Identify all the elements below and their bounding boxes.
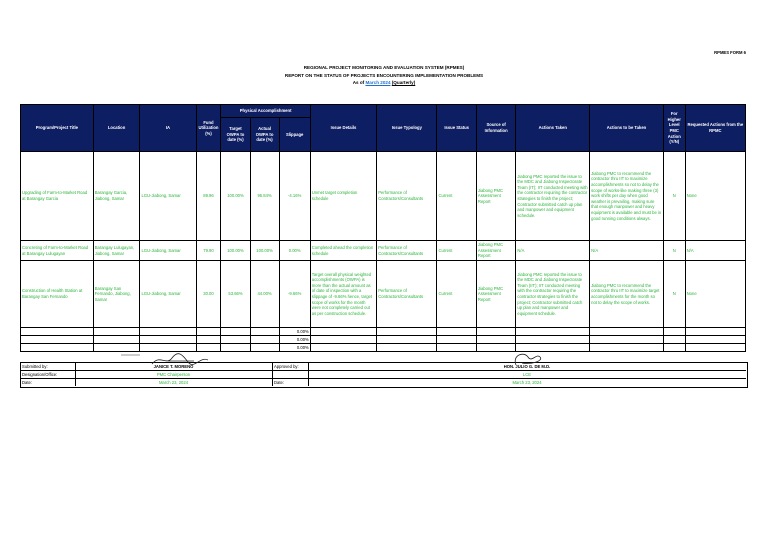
cell-requested: None	[685, 152, 745, 241]
cell-fund: 79.90	[196, 241, 221, 261]
title-line2: REPORT ON THE STATUS OF PROJECTS ENCOUNTERING IMPLEMENTATION PROBLEMS	[284, 72, 484, 78]
as-of-prefix: As of	[352, 80, 365, 85]
table-row	[21, 241, 746, 261]
cell-higher-pmc: N	[663, 261, 685, 328]
cell-slippage: -4.16%	[279, 152, 310, 241]
cell-actions-taken: Jiabong PMC reported the issue to the MDC and Jiabong Inspectorate Team (IIT); IIT conducted meeting with the contractor requiring the contractor strategies to finish the project; Contractor submitted catch up plan and manpower and equipment schedule.	[516, 261, 590, 328]
cell-actions-to-be-taken: Jiabong PMC to recommend the contractor thru IIT to maximize accomplishments so not to delay the scope of works-like making three (3) work shifts per day when good weather is prevailing, making sure that enough manpower and heavy equipment is available and must be in good running conditions always.	[590, 152, 664, 241]
cell-requested: N/A	[685, 241, 745, 261]
cell-program: Concreting of Farm-to-Market Road at Barangay Lulugayan	[21, 241, 94, 261]
cell-slippage: 0.00%	[279, 328, 310, 336]
submitter-name: JANICE T. MORENO	[153, 363, 194, 369]
cell-location: Barangay Garcia, Jiabong, Samar	[93, 152, 140, 241]
blank-row	[21, 344, 746, 352]
cell-source: Jiabong PMC Assessment Report	[476, 241, 515, 261]
cell-actions-taken: Jiabong PMC reported the issue to the MDC and Jiabong Inspectorate Team (IT); IIT conducted meeting with the contractor requiring the contractor strategies to finish the project; Contractor submitted catch up plan and manpower and equipment schedule.	[516, 152, 590, 241]
cell-issue-details: Completed ahead the completion schedule	[310, 241, 376, 261]
date-label: Date:	[22, 379, 33, 385]
header-issue-status: Issue Status	[437, 105, 476, 152]
cell-higher-pmc: N	[663, 152, 685, 241]
cell-slippage: 0.00%	[279, 336, 310, 344]
form-number: RPMES FORM 6	[714, 50, 746, 55]
as-of-period: (Quarterly)	[391, 80, 416, 85]
cell-higher-pmc: N	[663, 241, 685, 261]
approver-signature	[510, 351, 550, 367]
report-titles	[0, 64, 768, 87]
cell-slippage: 0.00%	[279, 241, 310, 261]
cell-target: 100.00%	[221, 241, 250, 261]
cell-actual: 95.84%	[250, 152, 279, 241]
header-physical-accomplishment: Physical Accomplishment	[221, 105, 310, 118]
cell-actual: 100.00%	[250, 241, 279, 261]
as-of-line	[0, 79, 768, 87]
cell-fund: 89.96	[196, 152, 221, 241]
header-higher-pmc: For Higher Level PMC Action (Y/N)	[663, 105, 685, 152]
cell-actual: 44.00%	[250, 261, 279, 328]
cell-target: 53.66%	[221, 261, 250, 328]
cell-target: 100.00%	[221, 152, 250, 241]
header-slippage: Slippage	[279, 118, 310, 152]
submitted-by-label: Submitted by:	[22, 363, 48, 369]
cell-issue-typology: Performance of Contractors/Consultants	[377, 241, 437, 261]
header-issue-typology: Issue Typology	[377, 105, 437, 152]
approver-designation: LCE	[522, 371, 532, 377]
header-actions-taken: Actions Taken	[516, 105, 590, 152]
table-row	[21, 261, 746, 328]
submitter-date: March 23, 2024	[158, 379, 189, 385]
cell-actions-to-be-taken: Jiabong PMC to recommend the contractor thru IIT to maximize target accomplishments for the month so not to delay the scope of works.	[590, 261, 664, 328]
cell-ia: LGU-Jiabong, Samar	[140, 261, 196, 328]
date-label-2: Date:	[274, 379, 285, 385]
header-ia: IA	[140, 105, 196, 152]
cell-issue-status: Current	[437, 152, 476, 241]
cell-program: Construction of Health Station at Barangay San Fernando	[21, 261, 94, 328]
projects-table	[20, 104, 746, 352]
header-target: Target OWPA to date (%)	[221, 118, 250, 152]
approver-name: HON. JULIO G. DE M.D.	[503, 363, 551, 369]
cell-actions-to-be-taken: N/A	[590, 241, 664, 261]
header-source: Source of Information	[476, 105, 515, 152]
cell-program: Upgrading of Farm-to-Market Road at Barangay Garcia	[21, 152, 94, 241]
header-actual: Actual OWPA to date (%)	[250, 118, 279, 152]
cell-slippage: 0.00%	[279, 344, 310, 352]
submitter-signature	[148, 352, 218, 368]
cell-ia: LGU-Jiabong, Samar	[140, 241, 196, 261]
cell-issue-typology: Performance of Contractors/Consultants	[377, 152, 437, 241]
as-of-month: March 2024	[365, 80, 391, 85]
signature-dash	[120, 353, 142, 357]
cell-issue-typology: Performance of Contractors/Consultants	[377, 261, 437, 328]
cell-location: Barangay Lulugayan, Jiabong, Samar	[93, 241, 140, 261]
cell-fund: 30.00	[196, 261, 221, 328]
header-location: Location	[93, 105, 140, 152]
cell-ia: LGU-Jiabong, Samar	[140, 152, 196, 241]
cell-source: Jiabong PMC Assessment Report	[476, 261, 515, 328]
header-issue-details: Issue Details	[310, 105, 376, 152]
title-line1: REGIONAL PROJECT MONITORING AND EVALUATION SYSTEM (RPMES)	[303, 65, 465, 70]
cell-source: Jiabong PMC Assessment Report	[476, 152, 515, 241]
cell-issue-details: Target overall physical weighted accomplishments (OWPA) is more than the actual amount as of date of inspection with a slippage of -9.66% hence, target scope of works for the month were not completely carried out as per construction schedule.	[310, 261, 376, 328]
header-program: Program/Project Title	[21, 105, 94, 152]
cell-issue-status: Current	[437, 261, 476, 328]
cell-slippage: -9.66%	[279, 261, 310, 328]
approver-date: March 23, 2024	[512, 379, 542, 385]
approved-by-label: Approved by:	[274, 363, 299, 369]
cell-issue-details: Unmet target completion schedule	[310, 152, 376, 241]
header-requested-actions: Requested Actions from the RPMC	[685, 105, 745, 152]
blank-row	[21, 328, 746, 336]
header-fund-utilization: Fund Utilization (%)	[196, 105, 221, 152]
cell-actions-taken: N/A	[516, 241, 590, 261]
submitter-designation: PMC Chairperson	[156, 371, 191, 377]
cell-location: Barangay San Fernando, Jiabong, Samar	[93, 261, 140, 328]
designation-label: Designation/Office:	[22, 371, 58, 377]
table-row	[21, 152, 746, 241]
cell-requested: None	[685, 261, 745, 328]
header-actions-to-be-taken: Actions to be Taken	[590, 105, 664, 152]
blank-row	[21, 336, 746, 344]
cell-issue-status: Current	[437, 241, 476, 261]
